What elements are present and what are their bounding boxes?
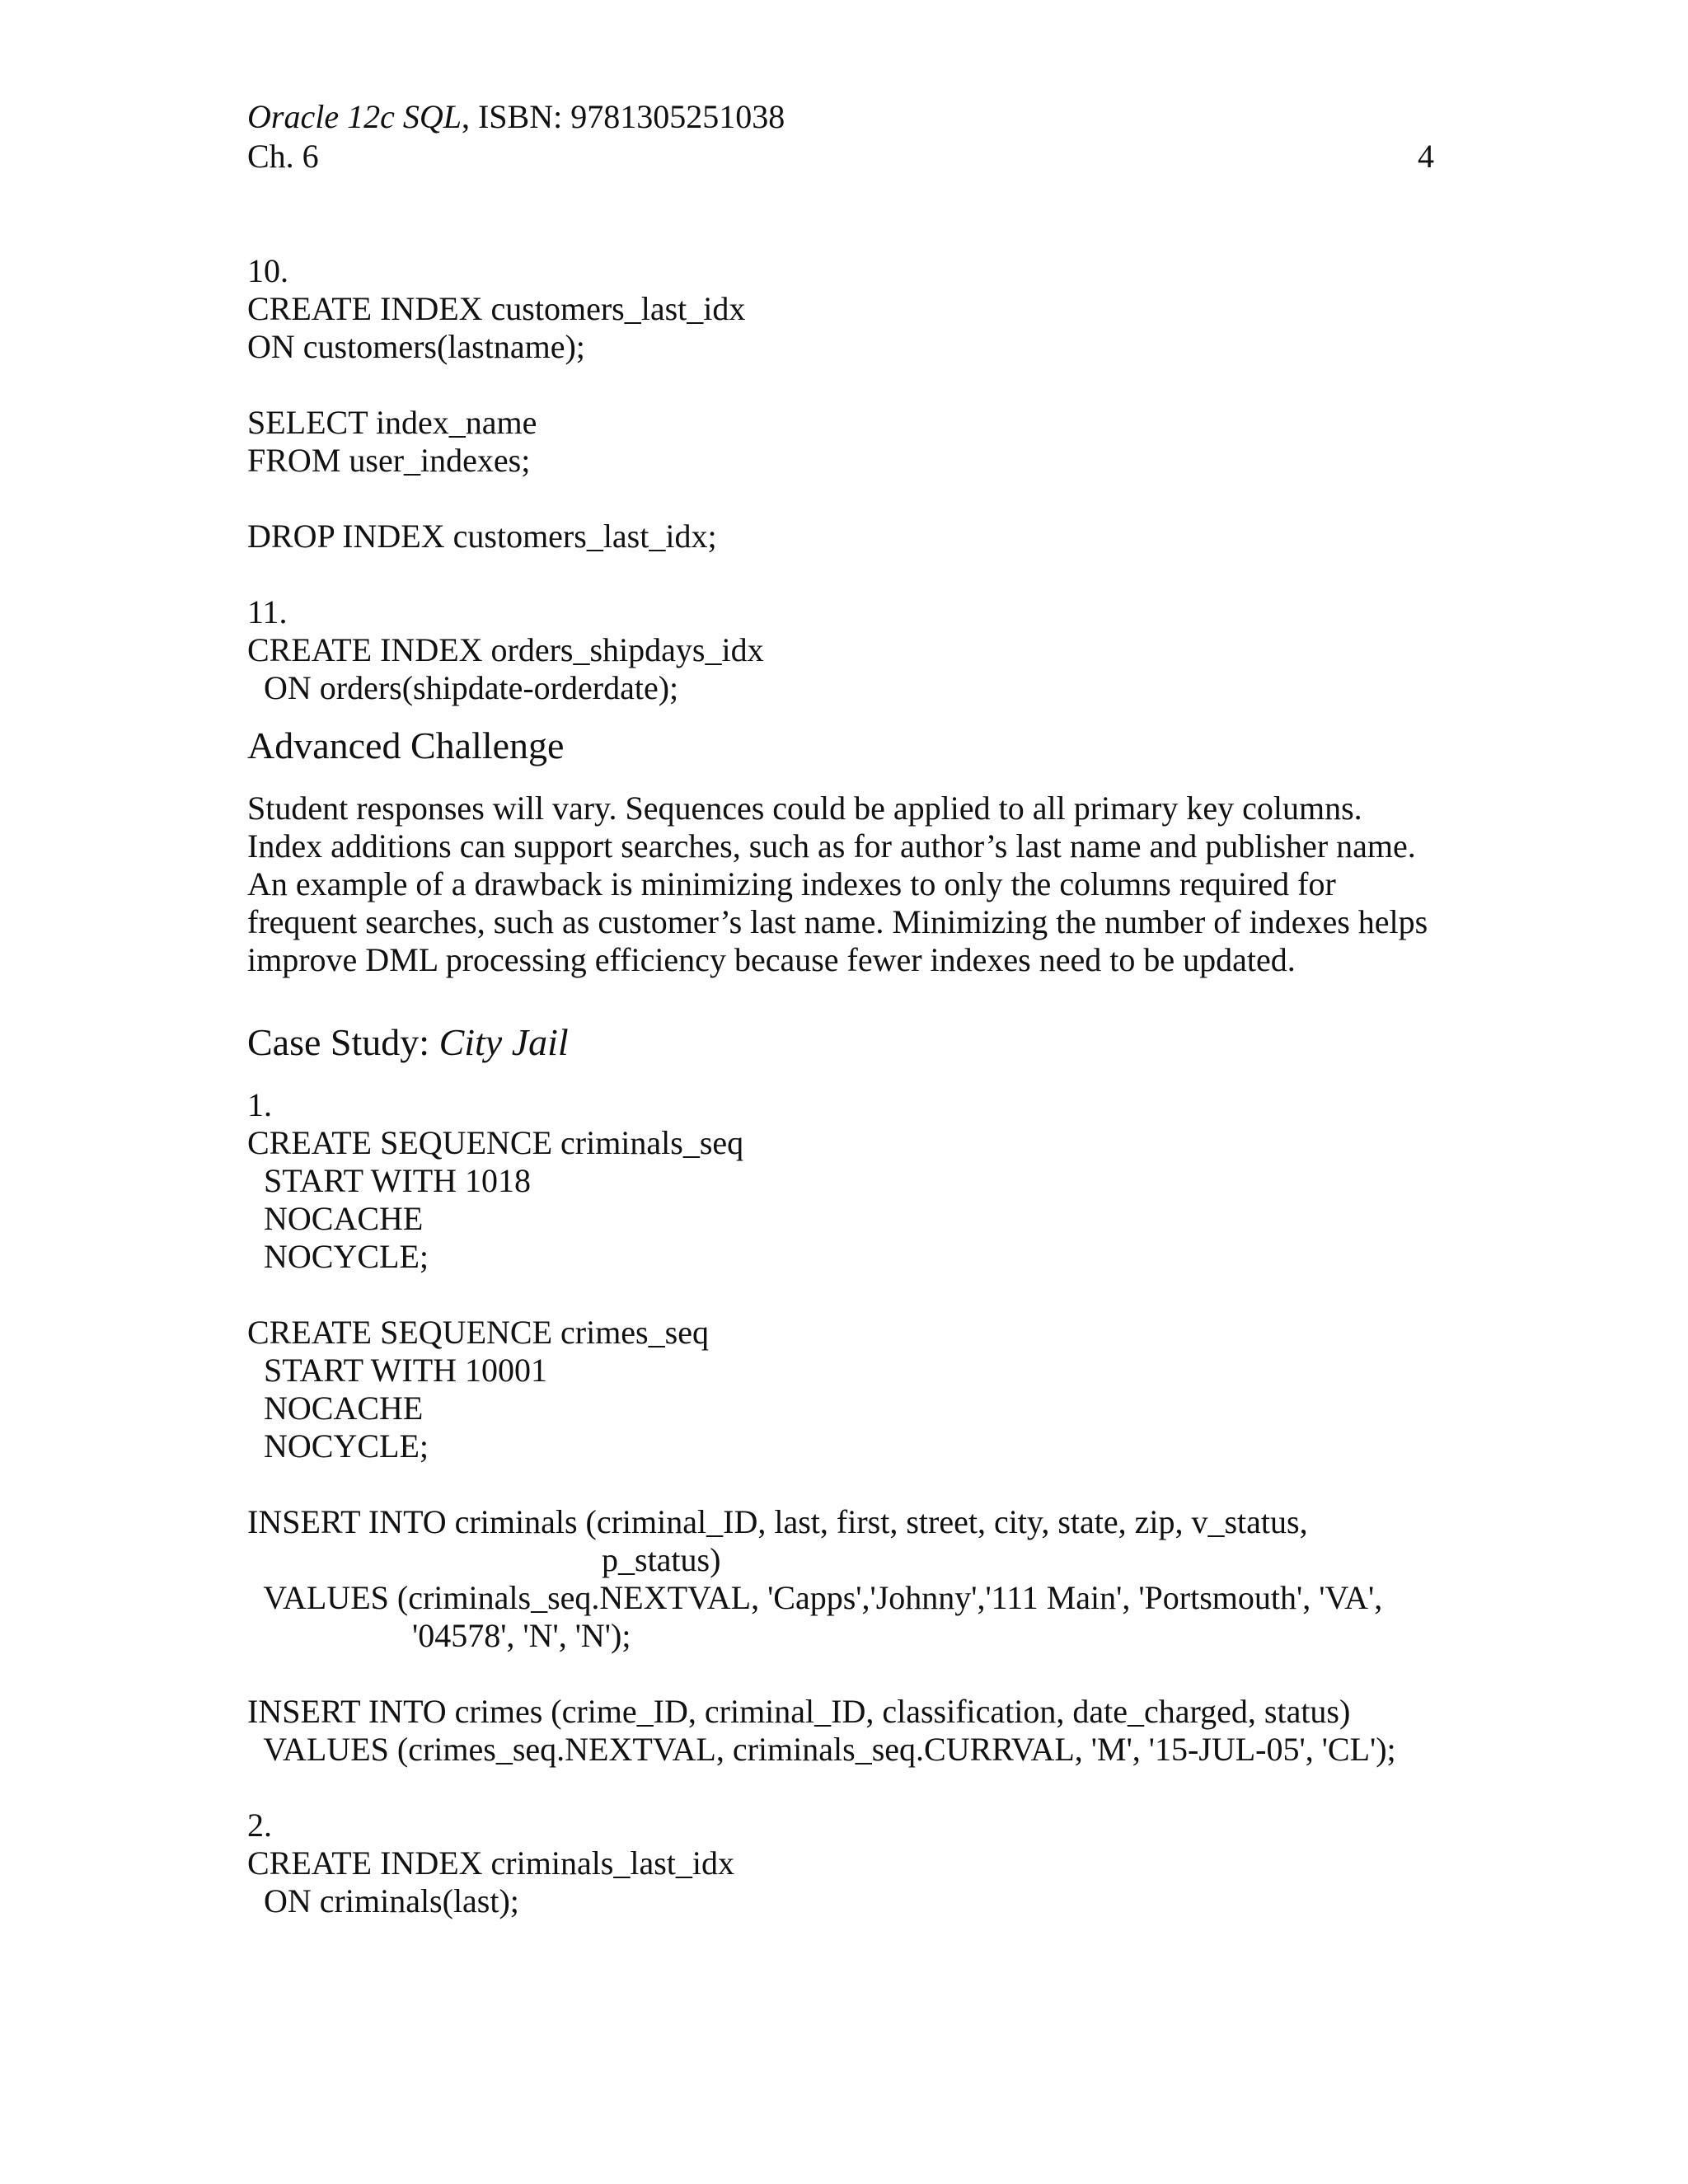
code-line: ON orders(shipdate-orderdate);	[247, 669, 679, 706]
code-line: START WITH 10001	[247, 1352, 548, 1389]
header-title-line	[247, 97, 1434, 137]
section-heading: Advanced Challenge	[247, 724, 565, 766]
blank-line	[247, 1655, 1451, 1693]
paragraph-line: improve DML processing efficiency because fewer indexes need to be updated.	[247, 941, 1296, 978]
code-line: CREATE SEQUENCE criminals_seq	[247, 1124, 744, 1161]
blank-line	[247, 366, 1451, 404]
code-line: INSERT INTO crimes (crime_ID, criminal_ID, classification, date_charged, status)	[247, 1693, 1351, 1730]
paragraph-line: Student responses will vary. Sequences could be applied to all primary key columns.	[247, 790, 1362, 827]
case-study-answer-1	[247, 1086, 1451, 1769]
answer-10	[247, 252, 1451, 555]
code-line: SELECT index_name	[247, 404, 537, 441]
code-line: FROM user_indexes;	[247, 442, 531, 479]
code-line: CREATE SEQUENCE crimes_seq	[247, 1314, 709, 1351]
spacer	[247, 707, 1451, 720]
heading-italic: City Jail	[438, 1021, 569, 1063]
paragraph-line: frequent searches, such as customer’s last name. Minimizing the number of indexes helps	[247, 903, 1428, 940]
heading-prefix: Case Study:	[247, 1021, 439, 1063]
case-study-heading	[247, 1020, 1451, 1065]
code-line: DROP INDEX customers_last_idx;	[247, 518, 717, 555]
paragraph-line: Index additions can support searches, such as for author’s last name and publisher name.	[247, 827, 1416, 865]
chapter-label: Ch. 6	[247, 138, 319, 175]
code-line: '04578', 'N', 'N');	[247, 1617, 631, 1654]
blank-line	[247, 1276, 1451, 1314]
blank-line	[247, 555, 1451, 593]
code-line: CREATE INDEX criminals_last_idx	[247, 1844, 735, 1882]
blank-line	[247, 1465, 1451, 1503]
code-line: NOCACHE	[247, 1200, 424, 1237]
code-line: ON criminals(last);	[247, 1882, 519, 1919]
code-line: INSERT INTO criminals (criminal_ID, last, first, street, city, state, zip, v_status,	[247, 1503, 1308, 1540]
document-body	[247, 252, 1451, 1920]
answer-number: 1.	[247, 1086, 272, 1123]
code-line: VALUES (crimes_seq.NEXTVAL, criminals_seq.CURRVAL, 'M', '15-JUL-05', 'CL');	[247, 1731, 1396, 1768]
code-line: NOCYCLE;	[247, 1238, 429, 1275]
book-title: Oracle 12c SQL	[247, 98, 462, 135]
code-line: NOCACHE	[247, 1390, 424, 1427]
answer-11	[247, 593, 1451, 707]
blank-line	[247, 480, 1451, 518]
code-line: NOCYCLE;	[247, 1427, 429, 1465]
code-line: CREATE INDEX customers_last_idx	[247, 290, 746, 327]
isbn: , ISBN: 9781305251038	[461, 98, 785, 135]
answer-number: 2.	[247, 1807, 272, 1844]
code-line: START WITH 1018	[247, 1162, 532, 1199]
blank-line	[247, 1769, 1451, 1807]
answer-number: 10.	[247, 252, 288, 289]
case-study-answer-2	[247, 1807, 1451, 1920]
code-line: p_status)	[247, 1541, 721, 1578]
code-line: CREATE INDEX orders_shipdays_idx	[247, 631, 764, 668]
paragraph-line: An example of a drawback is minimizing indexes to only the columns required for	[247, 865, 1336, 902]
page-header	[247, 97, 1434, 176]
spacer	[247, 979, 1451, 1017]
code-line: ON customers(lastname);	[247, 328, 585, 365]
code-line: VALUES (criminals_seq.NEXTVAL, 'Capps','Johnny','111 Main', 'Portsmouth', 'VA',	[247, 1579, 1383, 1616]
answer-number: 11.	[247, 593, 288, 630]
advanced-challenge-section	[247, 724, 1451, 979]
page-number: 4	[1418, 138, 1434, 175]
